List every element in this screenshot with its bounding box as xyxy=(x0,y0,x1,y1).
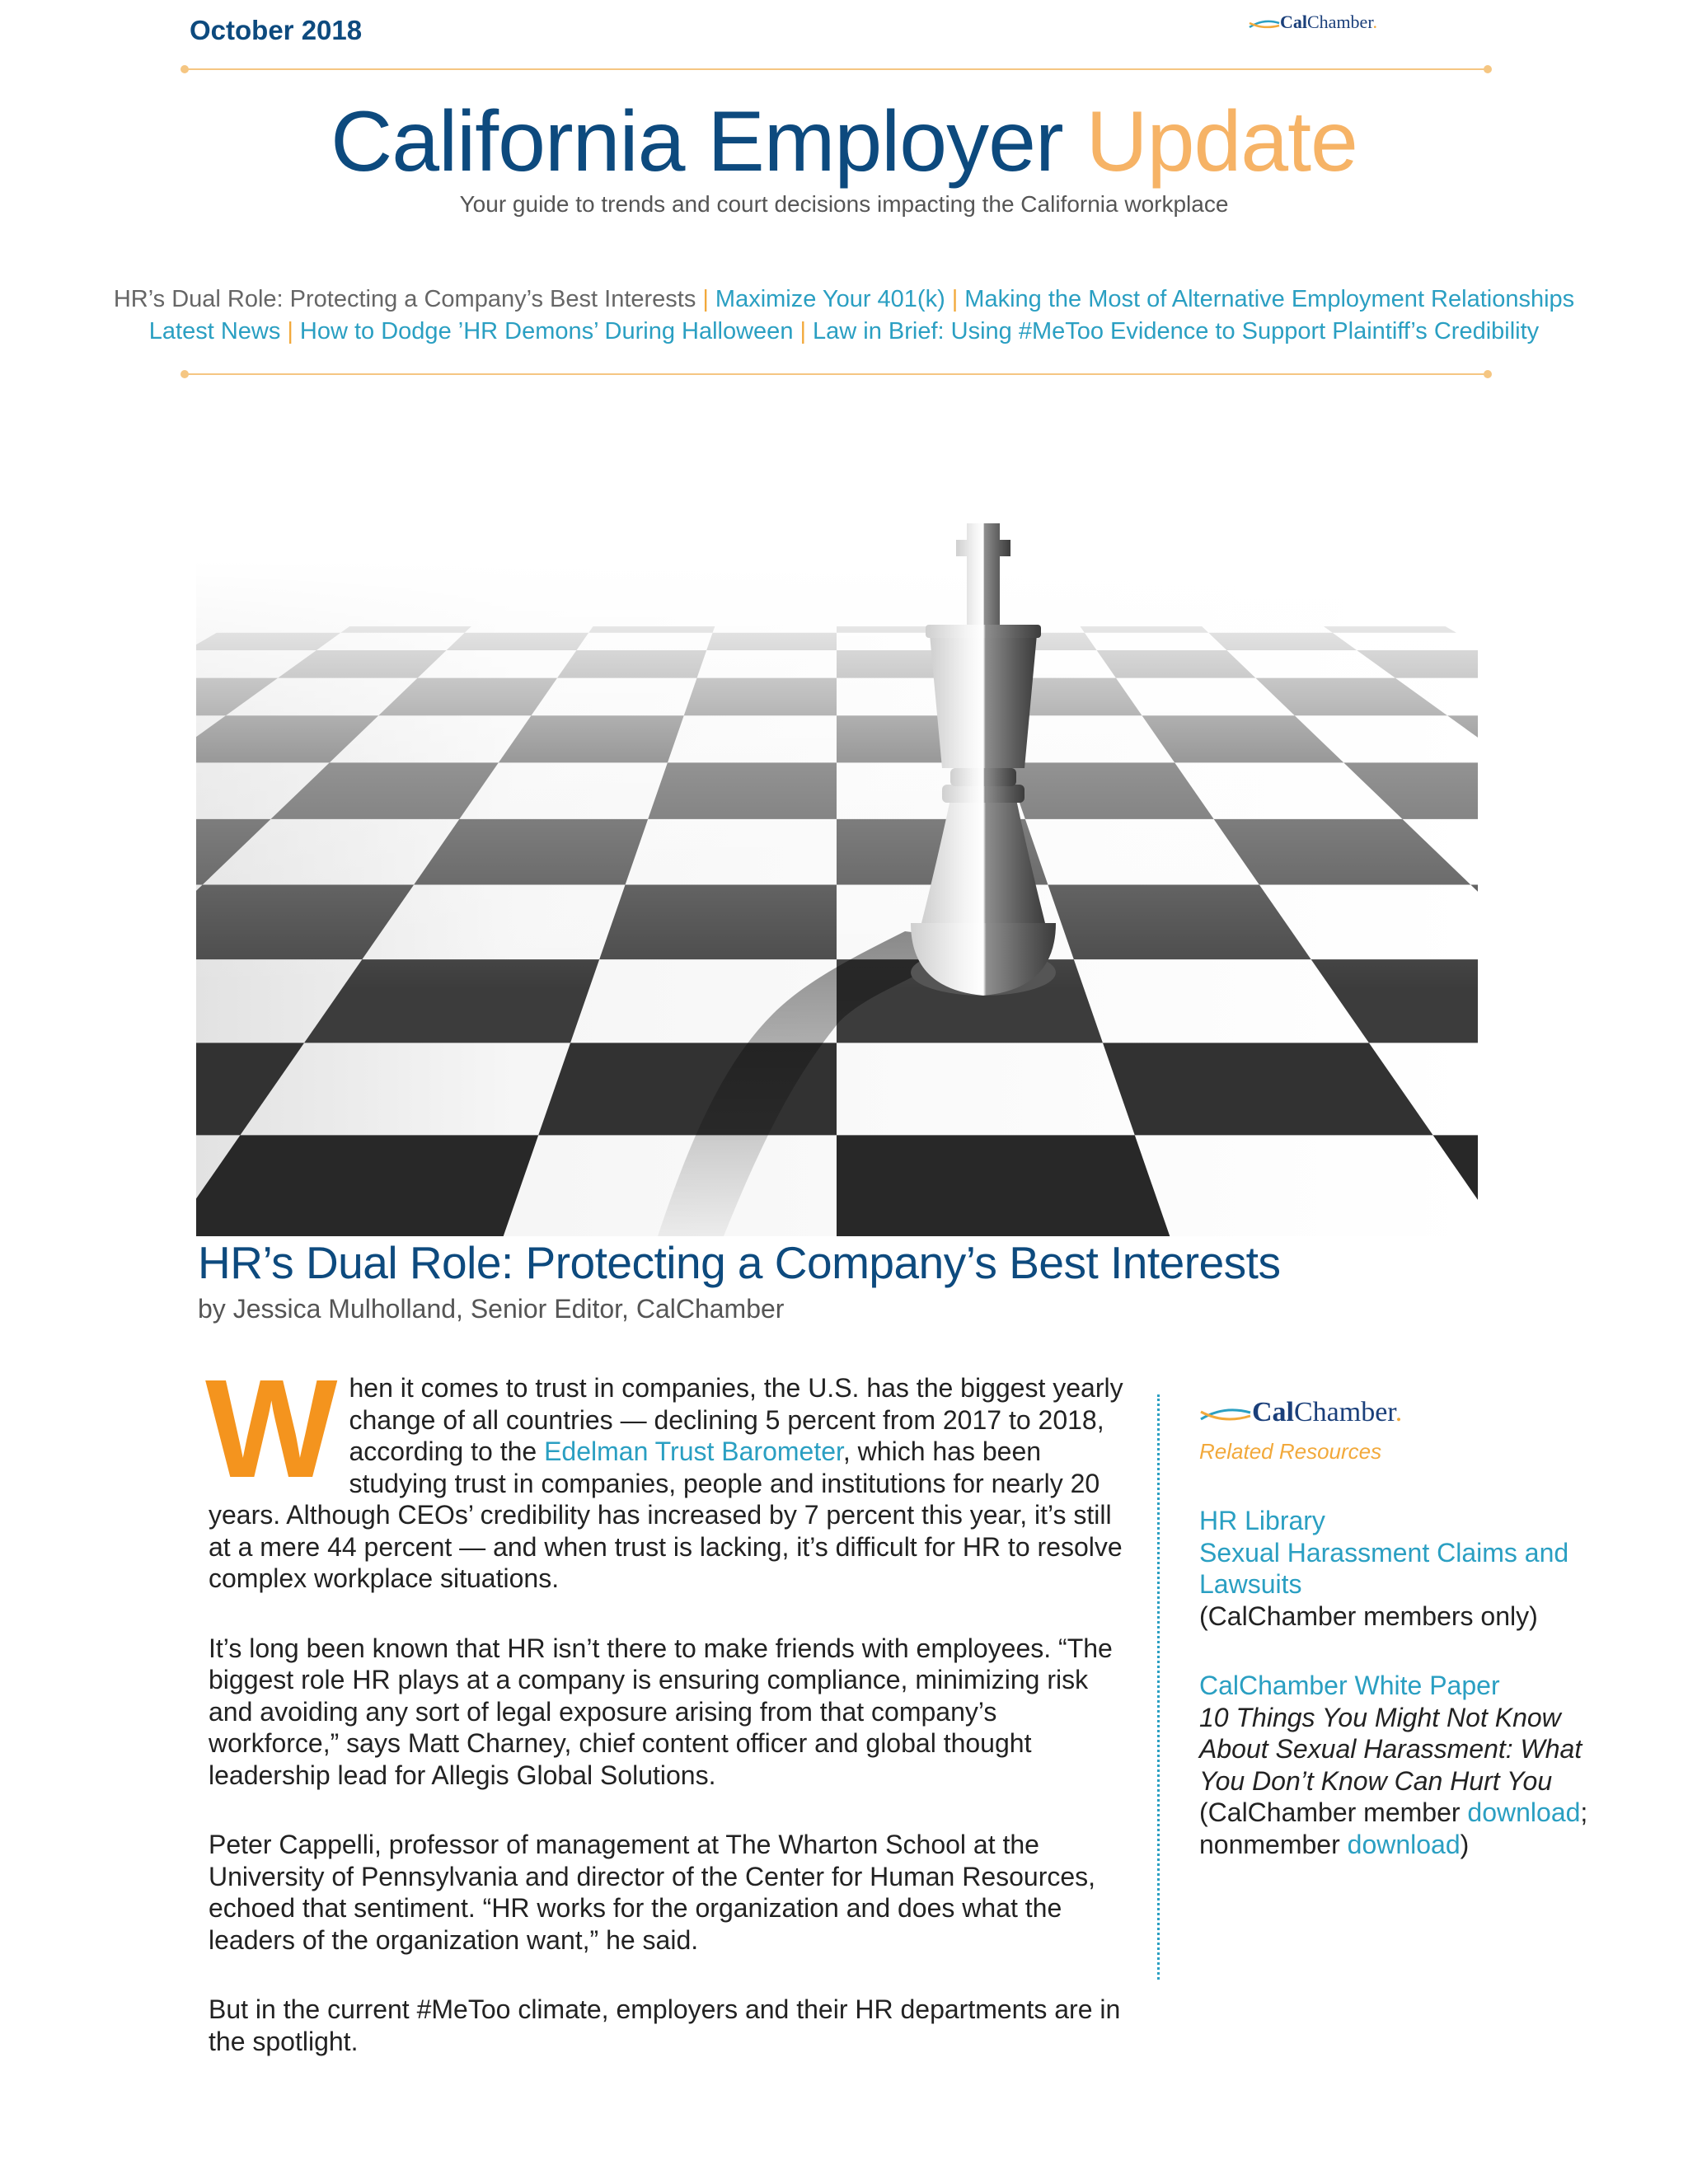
logo-chamber-text: Chamber xyxy=(1294,1397,1395,1427)
article-byline: by Jessica Mulholland, Senior Editor, CalChamber xyxy=(198,1294,785,1324)
members-only-note: (CalChamber members only) xyxy=(1199,1601,1538,1631)
white-paper-title: 10 Things You Might Not Know About Sexual Harassment: What You Don’t Know Can Hurt You xyxy=(1199,1702,1582,1796)
paragraph-1 xyxy=(205,1351,1132,1595)
masthead xyxy=(0,95,1688,189)
edelman-trust-barometer-link[interactable]: Edelman Trust Barometer xyxy=(544,1436,843,1466)
download-links xyxy=(1199,1797,1595,1860)
related-resources-label: Related Resources xyxy=(1199,1438,1382,1464)
sidebar-calchamber-logo[interactable] xyxy=(1199,1397,1595,1429)
paragraph-1-text-a: hen it comes to trust in companies, the U.S. has the biggest yearly change of all countries — declining 5 percent from 2017 to 2018, according to the xyxy=(349,1373,1123,1466)
paragraph-3: Peter Cappelli, professor of management at The Wharton School at the University of Pennsylvania and director of the Center for Human Resources, echoed that sentiment. “HR works for the organization and does what the leaders of the organization want,” he said. xyxy=(209,1830,1096,1955)
issue-date: October 2018 xyxy=(190,15,363,45)
toc-link-latest-news[interactable]: Latest News xyxy=(148,318,281,344)
toc-link-401k[interactable]: Maximize Your 401(k) xyxy=(715,286,945,312)
header-divider-top xyxy=(184,68,1489,70)
logo-cal-text: Cal xyxy=(1280,12,1307,32)
logo-chamber-text: Chamber xyxy=(1307,12,1373,32)
toc-separator: | xyxy=(799,318,806,344)
article-body xyxy=(205,1351,1132,2095)
nonmember-label: ; nonmember xyxy=(1199,1797,1588,1859)
toc-link-alternative-employment[interactable]: Making the Most of Alternative Employment Relationships xyxy=(964,286,1575,312)
logo-cal-text: Cal xyxy=(1252,1397,1294,1427)
toc-separator: | xyxy=(702,286,709,312)
toc-current[interactable]: HR’s Dual Role: Protecting a Company’s Best Interests xyxy=(113,286,696,312)
toc-link-halloween[interactable]: How to Dodge ’HR Demons’ During Halloween xyxy=(299,318,794,344)
hr-library-heading: HR Library xyxy=(1199,1506,1325,1535)
member-prefix: (CalChamber member xyxy=(1199,1797,1461,1827)
paragraph-2: It’s long been known that HR isn’t there to make friends with employees. “The biggest role HR plays at a company is ensuring compliance, minimizing risk and avoiding any sort of legal exposure arising from that company’s workforce,” says Matt Charney, chief content officer and global thought leadership lead for Allegis Global Solutions. xyxy=(209,1633,1113,1790)
logo-dot: . xyxy=(1372,12,1377,32)
paragraph-4: But in the current #MeToo climate, employers and their HR departments are in the spotlight. xyxy=(209,1994,1121,2056)
article-title: HR’s Dual Role: Protecting a Company’s Best Interests xyxy=(198,1237,1281,1288)
dropcap: W xyxy=(205,1351,338,1507)
toc-line-2 xyxy=(0,316,1688,348)
hero-chess-king-image xyxy=(196,412,1478,1236)
masthead-accent: Update xyxy=(1085,94,1357,190)
toc-link-law-in-brief[interactable]: Law in Brief: Using #MeToo Evidence to Support Plaintiff’s Credibility xyxy=(813,318,1540,344)
calchamber-swoosh-icon xyxy=(1249,16,1280,31)
nonmember-download-link[interactable]: download xyxy=(1347,1829,1461,1859)
paragraph-1-text-b: , which has been studying trust in companies, people and institutions for nearly 20 years. Although CEOs’ credibility has increased by 7 percent this year, it’s still at a mere 44 percent — and when trust is lacking, it’s difficult for HR to resolve complex workplace situations. xyxy=(209,1436,1123,1593)
sidebar-divider xyxy=(1157,1394,1160,1980)
member-download-link[interactable]: download xyxy=(1467,1797,1581,1827)
sexual-harassment-claims-link[interactable]: Sexual Harassment Claims and Lawsuits xyxy=(1199,1537,1569,1599)
hr-library-block xyxy=(1199,1505,1595,1632)
calchamber-swoosh-icon xyxy=(1199,1403,1252,1426)
header-divider-bottom xyxy=(184,373,1489,375)
calchamber-logo[interactable] xyxy=(1249,12,1377,33)
close-paren: ) xyxy=(1460,1829,1470,1859)
white-paper-block xyxy=(1199,1670,1595,1860)
related-resources-sidebar xyxy=(1199,1397,1595,1860)
toc-separator: | xyxy=(951,286,959,312)
toc-separator: | xyxy=(287,318,293,344)
tagline: Your guide to trends and court decisions impacting the California workplace xyxy=(459,191,1229,217)
toc-line-1 xyxy=(0,284,1688,316)
masthead-main: California Employer xyxy=(331,94,1063,190)
logo-dot: . xyxy=(1395,1397,1403,1427)
white-paper-heading: CalChamber White Paper xyxy=(1199,1671,1500,1700)
